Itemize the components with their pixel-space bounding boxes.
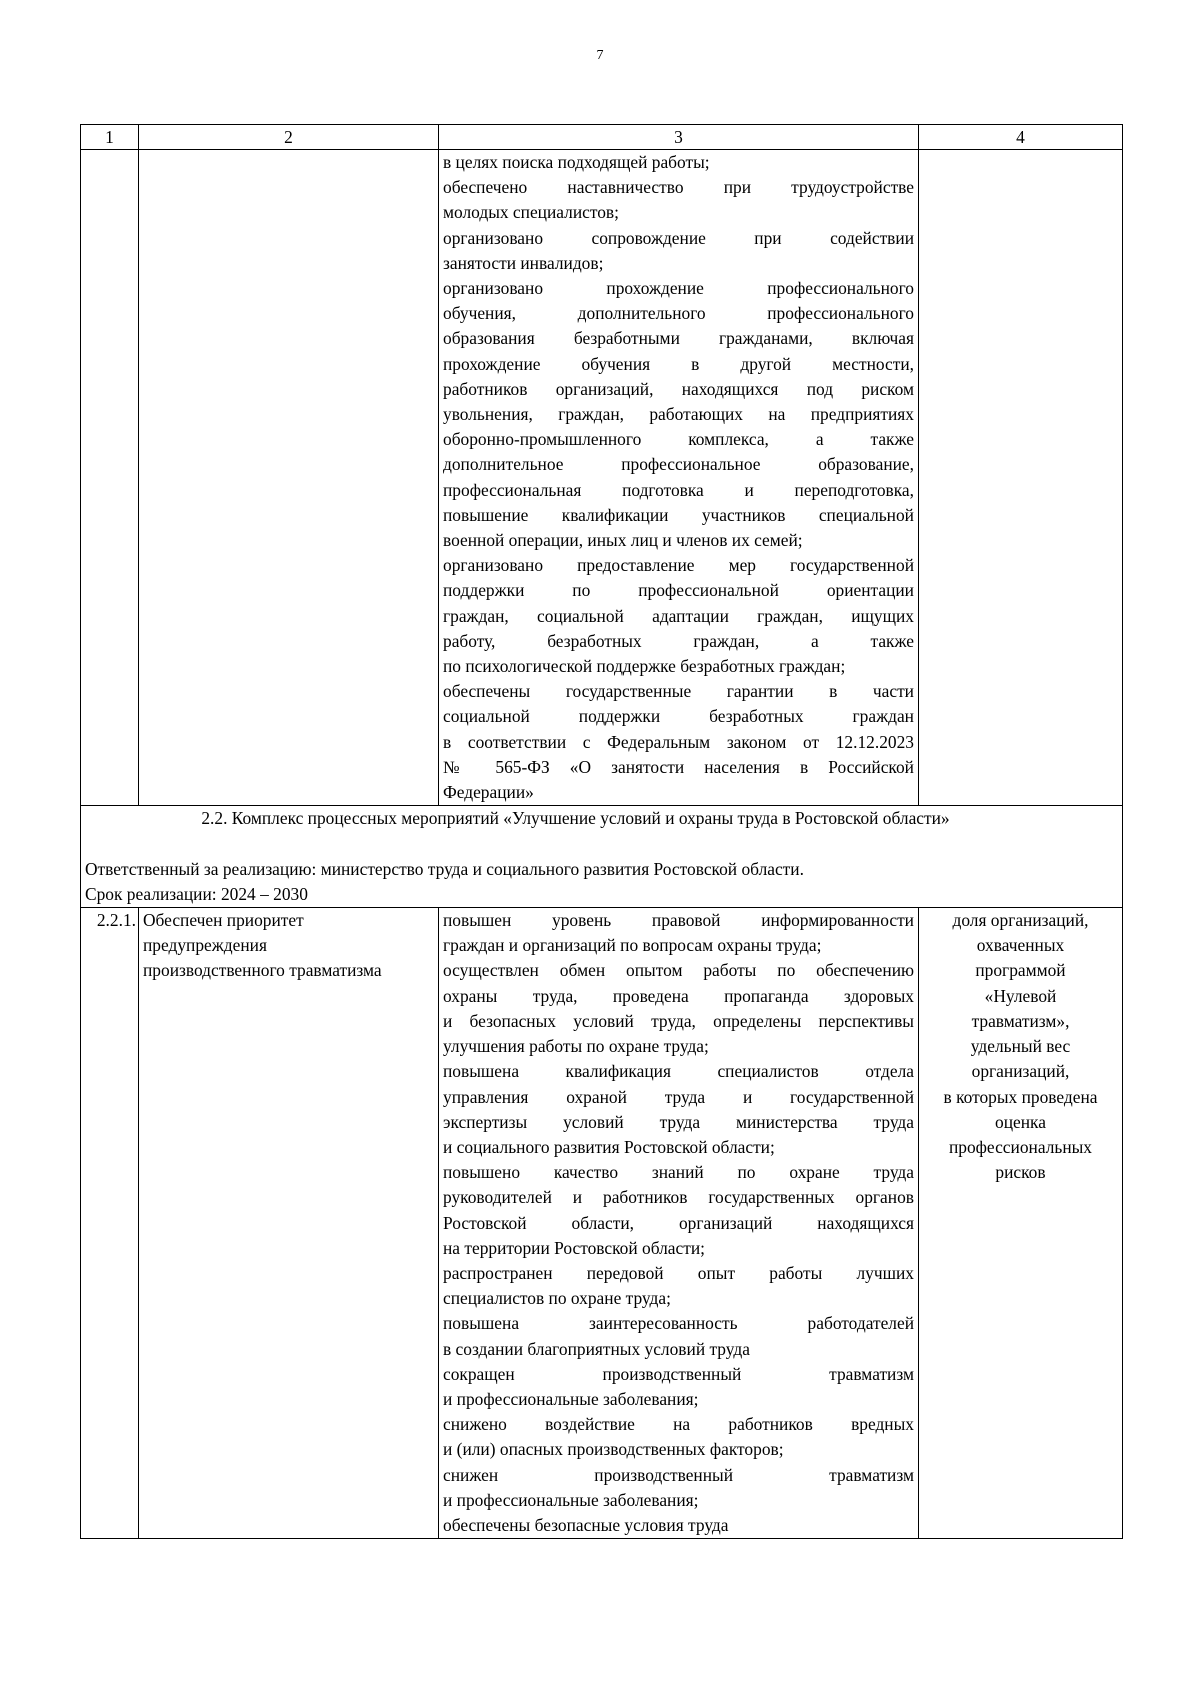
text-line: дополнительное профессиональное образование,	[443, 454, 914, 475]
text-line: в соответствии с Федеральным законом от 12.12.2023	[443, 731, 914, 752]
text-line: повышение квалификации участников специальной	[443, 504, 914, 525]
text-line: охраны труда, проведена пропаганда здоровых	[443, 985, 914, 1006]
text-line: распространен передовой опыт работы лучших	[443, 1262, 914, 1283]
text-line: и профессиональные заболевания;	[443, 1388, 699, 1409]
text-line: на территории Ростовской области;	[443, 1237, 705, 1258]
text-line: сокращен производственный травматизм	[443, 1363, 914, 1384]
text-line: травматизм»,	[971, 1010, 1070, 1031]
text-line: Обеспечен приоритет	[143, 910, 304, 931]
text-line: удельный вес	[970, 1036, 1071, 1057]
text-line: и (или) опасных производственных факторов;	[443, 1439, 784, 1460]
text-line: граждан и организаций по вопросам охраны труда;	[443, 935, 822, 956]
text-line: и безопасных условий труда, определены перспективы	[443, 1010, 914, 1031]
text-line: экспертизы условий труда министерства труда	[443, 1111, 914, 1132]
text-line: доля организаций,	[952, 910, 1089, 931]
text-line: работников организаций, находящихся под риском	[443, 378, 914, 399]
table-row	[81, 150, 1123, 806]
text-line: профессиональных	[948, 1136, 1093, 1157]
text-line: и профессиональные заболевания;	[443, 1489, 699, 1510]
text-line: в которых проведена	[943, 1086, 1098, 1107]
text-line: обеспечено наставничество при трудоустройстве	[443, 177, 914, 198]
text-line: в создании благоприятных условий труда	[443, 1338, 750, 1359]
text-line: организовано предоставление мер государственной	[443, 555, 914, 576]
text-line: организовано сопровождение при содействии	[443, 227, 914, 248]
row2-task-cell	[139, 908, 439, 1539]
text-line: в целях поиска подходящей работы;	[443, 152, 710, 172]
text-line: Ростовской области, организаций находящихся	[443, 1212, 914, 1233]
text-line: организовано прохождение профессионального	[443, 278, 914, 299]
header-col-4: 4	[919, 125, 1123, 150]
text-line: молодых специалистов;	[443, 202, 619, 223]
section-responsible: Ответственный за реализацию: министерство труда и социального развития Ростовской области.	[85, 858, 804, 879]
row1-number-cell	[81, 150, 139, 806]
text-line: охваченных	[976, 935, 1065, 956]
text-line: снижен производственный травматизм	[443, 1464, 914, 1485]
text-line: прохождение обучения в другой местности,	[443, 353, 914, 374]
text-line: повышена заинтересованность работодателей	[443, 1313, 914, 1334]
text-line: руководителей и работников государственных органов	[443, 1187, 914, 1208]
text-line: оборонно-промышленного комплекса, а также	[443, 429, 914, 450]
section-title: 2.2. Комплекс процессных мероприятий «Улучшение условий и охраны труда в Ростовской области»	[201, 808, 950, 829]
page-number: 7	[596, 48, 604, 63]
text-line: улучшения работы по охране труда;	[443, 1036, 709, 1057]
text-line: образования безработными гражданами, включая	[443, 328, 914, 349]
text-line: и социального развития Ростовской области;	[443, 1136, 775, 1157]
text-line: «Нулевой	[984, 985, 1057, 1006]
text-line: повышен уровень правовой информированности	[443, 910, 914, 931]
table-row	[81, 908, 1123, 1539]
text-line: социальной поддержки безработных граждан	[443, 706, 914, 727]
text-line: обеспечены государственные гарантии в части	[443, 681, 914, 702]
header-col-1: 1	[81, 125, 139, 150]
row2-number-cell: 2.2.1.	[81, 908, 139, 1539]
text-line: обеспечены безопасные условия труда	[443, 1514, 729, 1535]
text-line: снижено воздействие на работников вредных	[443, 1414, 914, 1435]
text-line: работу, безработных граждан, а также	[443, 630, 914, 651]
text-line: управления охраной труда и государственной	[443, 1086, 914, 1107]
text-line: предупреждения	[143, 935, 267, 956]
text-line: № 565-ФЗ «О занятости населения в Российской	[443, 756, 914, 777]
header-col-3: 3	[439, 125, 919, 150]
text-line: программой	[975, 960, 1066, 981]
section-spacer	[85, 831, 1118, 856]
text-line: повышена квалификация специалистов отдела	[443, 1061, 914, 1082]
row2-task-text	[143, 908, 434, 984]
row2-result-cell	[439, 908, 919, 1539]
row1-result-text	[443, 150, 914, 805]
text-line: профессиональная подготовка и переподготовка,	[443, 479, 914, 500]
section-row	[81, 806, 1123, 908]
header-row	[81, 125, 1123, 150]
text-line: увольнения, граждан, работающих на предприятиях	[443, 404, 914, 425]
text-line: производственного травматизма	[143, 960, 382, 981]
row1-result-cell	[439, 150, 919, 806]
row2-indicator-text	[923, 908, 1118, 1185]
text-line: повышено качество знаний по охране труда	[443, 1162, 914, 1183]
text-line: оценка	[995, 1111, 1046, 1132]
header-col-2: 2	[139, 125, 439, 150]
text-line: поддержки по профессиональной ориентации	[443, 580, 914, 601]
text-line: специалистов по охране труда;	[443, 1288, 671, 1309]
text-line: Федерации»	[443, 782, 534, 803]
text-line: рисков	[995, 1162, 1046, 1183]
text-line: по психологической поддержке безработных граждан;	[443, 656, 846, 677]
text-line: граждан, социальной адаптации граждан, ищущих	[443, 605, 914, 626]
section-cell	[81, 806, 1123, 908]
section-term: Срок реализации: 2024 – 2030	[85, 883, 308, 904]
text-line: военной операции, иных лиц и членов их семей;	[443, 530, 803, 551]
text-line: осуществлен обмен опытом работы по обеспечению	[443, 960, 914, 981]
text-line: занятости инвалидов;	[443, 252, 604, 273]
text-line: обучения, дополнительного профессионального	[443, 303, 914, 324]
row2-result-text	[443, 908, 914, 1538]
measures-table	[80, 124, 1123, 1539]
row1-task-cell	[139, 150, 439, 806]
text-line: организаций,	[971, 1061, 1070, 1082]
row1-indicator-cell	[919, 150, 1123, 806]
row2-indicator-cell	[919, 908, 1123, 1539]
